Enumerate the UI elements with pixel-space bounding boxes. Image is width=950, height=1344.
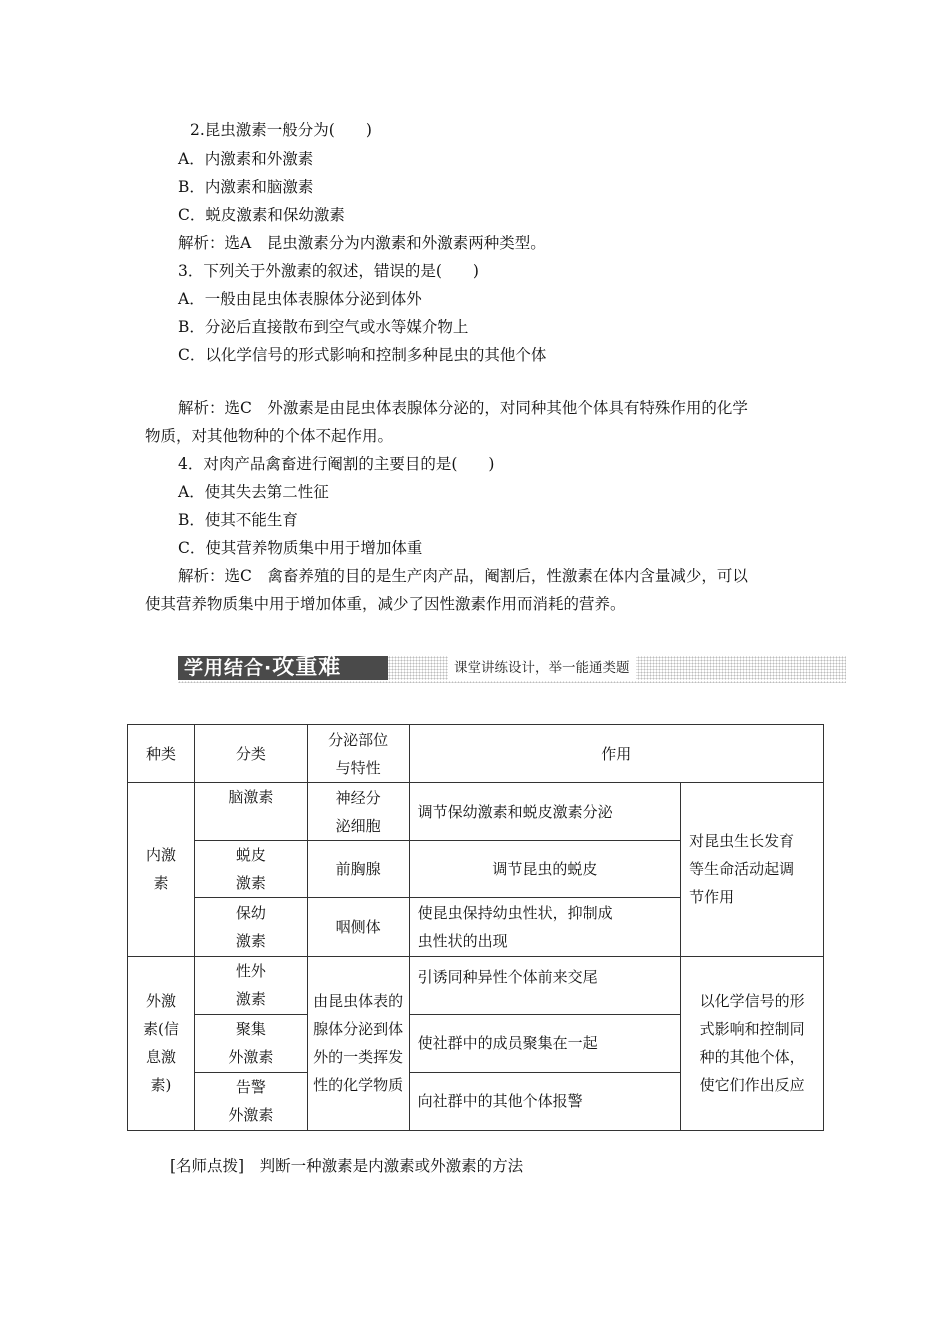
ecdysone-class: 蜕皮 激素: [194, 841, 307, 898]
q3-option-a: A．一般由昆虫体表腺体分泌到体外: [178, 290, 422, 308]
banner-title-part1: 学用结合·: [184, 657, 273, 679]
aggregation-pheromone-effect: 使社群中的成员聚集在一起: [409, 1014, 681, 1072]
inner-hormone-summary: 对昆虫生长发育 等生命活动起调 节作用: [681, 783, 824, 956]
q2-stem: 2.昆虫激素一般分为( ): [190, 121, 372, 139]
outer-hormone-site: 由昆虫体表的 腺体分泌到体 外的一类挥发 性的化学物质: [307, 956, 409, 1130]
table-row: [128, 783, 824, 841]
teacher-tip-label: [名师点拨]: [170, 1157, 245, 1175]
teacher-tip-text: 判断一种激素是内激素或外激素的方法: [259, 1157, 524, 1175]
q4-option-c: C．使其营养物质集中用于增加体重: [178, 539, 423, 557]
brain-hormone-class: 脑激素: [194, 783, 307, 841]
outer-hormone-summary: 以化学信号的形 式影响和控制同 种的其他个体， 使它们作出反应: [681, 956, 824, 1130]
header-effect: 作用: [409, 725, 823, 783]
banner-title: [178, 656, 388, 680]
header-class: 分类: [194, 725, 307, 783]
q2-option-a: A．内激素和外激素: [178, 150, 314, 168]
aggregation-pheromone-class: 聚集 外激素: [194, 1014, 307, 1072]
inner-hormone-kind: 内激 素: [128, 783, 195, 956]
brain-hormone-site: 神经分 泌细胞: [307, 783, 409, 841]
alarm-pheromone-class: 告警 外激素: [194, 1072, 307, 1130]
juvenile-hormone-class: 保幼 激素: [194, 898, 307, 956]
section-banner: [178, 652, 846, 682]
ecdysone-effect: 调节昆虫的蜕皮: [409, 841, 681, 898]
header-kind: 种类: [128, 725, 195, 783]
q4-option-a: A．使其失去第二性征: [178, 483, 329, 501]
q4-analysis-line2: 使其营养物质集中用于增加体重，减少了因性激素作用而消耗的营养。: [145, 595, 626, 613]
q3-stem: 3．下列关于外激素的叙述，错误的是( ): [178, 262, 479, 280]
q2-option-c: C．蜕皮激素和保幼激素: [178, 206, 345, 224]
ecdysone-site: 前胸腺: [307, 841, 409, 898]
juvenile-hormone-site: 咽侧体: [307, 898, 409, 956]
banner-dotted-band: [388, 656, 846, 680]
table-header-row: [128, 725, 824, 783]
alarm-pheromone-effect: 向社群中的其他个体报警: [409, 1072, 681, 1130]
sex-pheromone-class: 性外 激素: [194, 956, 307, 1014]
teacher-tip: [170, 1156, 523, 1176]
table-row: [128, 956, 824, 1014]
q4-option-b: B．使其不能生育: [178, 511, 298, 529]
hormone-table: [127, 724, 824, 1131]
outer-hormone-kind: 外激 素(信 息激 素): [128, 956, 195, 1130]
q2-analysis: 解析：选A 昆虫激素分为内激素和外激素两种类型。: [178, 234, 546, 252]
banner-subtitle: 课堂讲练设计，举一能通类题: [448, 656, 636, 680]
header-site: 分泌部位 与特性: [307, 725, 409, 783]
q4-stem: 4．对肉产品禽畜进行阉割的主要目的是( ): [178, 455, 495, 473]
sex-pheromone-effect: 引诱同种异性个体前来交尾: [409, 956, 681, 1014]
q3-analysis-line2: 物质，对其他物种的个体不起作用。: [145, 427, 394, 445]
banner-title-part2: 攻重难: [272, 655, 342, 680]
banner-dotted-underline: [178, 681, 846, 683]
q3-option-c: C．以化学信号的形式影响和控制多种昆虫的其他个体: [178, 346, 547, 364]
q3-option-b: B．分泌后直接散布到空气或水等媒介物上: [178, 318, 469, 336]
q4-analysis-line1: 解析：选C 禽畜养殖的目的是生产肉产品，阉割后，性激素在体内含量减少，可以: [178, 567, 748, 585]
juvenile-hormone-effect: 使昆虫保持幼虫性状，抑制成 虫性状的出现: [409, 898, 681, 956]
q2-option-b: B．内激素和脑激素: [178, 178, 314, 196]
brain-hormone-effect: 调节保幼激素和蜕皮激素分泌: [409, 783, 681, 841]
q3-analysis-line1: 解析：选C 外激素是由昆虫体表腺体分泌的，对同种其他个体具有特殊作用的化学: [178, 399, 748, 417]
